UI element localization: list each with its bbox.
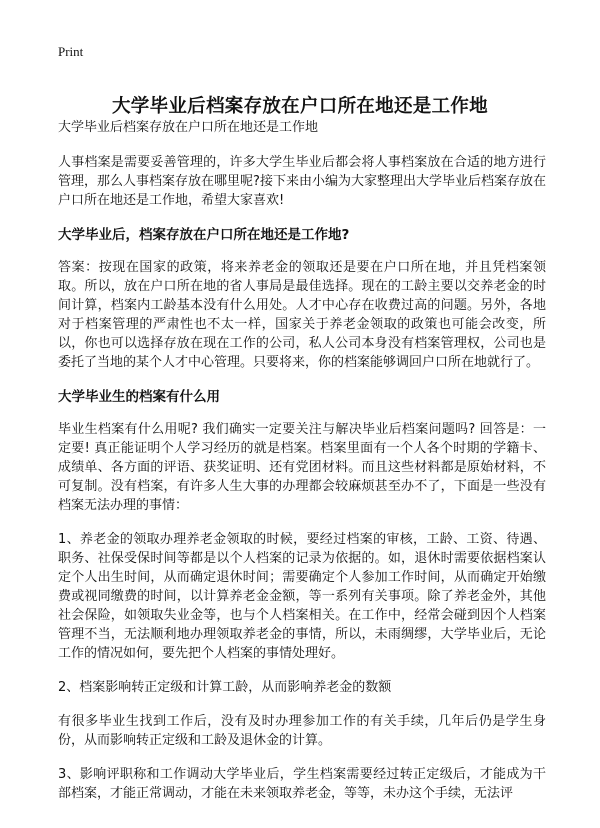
intro-paragraph: 人事档案是需要妥善管理的，许多大学生毕业后都会将人事档案放在合适的地方进行管理，那么人事档案存放在哪里呢?接下来由小编为大家整理出大学毕业后档案存放在户口所在地还是工作地，希望大家喜欢! <box>58 155 546 208</box>
list-item: 2、档案影响转正定级和计算工龄，从而影响养老金的数额 <box>58 680 392 695</box>
list-item: 1、养老金的领取办理养老金领取的时候，要经过档案的审核，工龄、工资、待遇、职务、社保受保时间等都是以个人档案的记录为依据的。如，退休时需要依据档案认定个人出生时间，从而确定退休时间；需要确定个人参加工作时间，从而确定开始缴费或视同缴费的时间，以计算养老金金额，等一系列有关事项。除了养老金外，其他社会保险，如领取失业金等，也与个人档案相关。在工作中，经常会碰到因个人档案管理不当，无法顺利地办理领取养老金的事情，所以，未雨绸缪，大学毕业后，无论工作的情况如何，要先把个人档案的事情处理好。 <box>58 532 546 661</box>
article-subtitle: 大学毕业后档案存放在户口所在地还是工作地 <box>58 120 319 135</box>
section-heading: 大学毕业后，档案存放在户口所在地还是工作地? <box>58 227 350 243</box>
page-title: 大学毕业后档案存放在户口所在地还是工作地 <box>111 96 488 118</box>
print-link[interactable]: Print <box>58 44 84 59</box>
list-item: 有很多毕业生找到工作后，没有及时办理参加工作的有关手续，几年后仍是学生身份，从而影响转正定级和工龄及退休金的计算。 <box>58 714 546 748</box>
list-item: 3、影响评职称和工作调动大学毕业后，学生档案需要经过转正定级后，才能成为干部档案，才能正常调动，才能在未来领取养老金，等等，未办这个手续，无法评 <box>58 767 546 801</box>
section-paragraph: 答案：按现在国家的政策，将来养老金的领取还是要在户口所在地，并且凭档案领取。所以，放在户口所在地的省人事局是最佳选择。现在的工龄主要以交养老金的时间计算，档案内工龄基本没有什么用处。人才中心存在收费过高的问题。另外，各地对于档案管理的严肃性也不太一样，国家关于养老金领取的政策也可能会改变，所以，你也可以选择存放在现在工作的公司，私人公司本身没有档案管理权，公司也是委托了当地的某个人才中心管理。只要将来，你的档案能够调回户口所在地就行了。 <box>58 260 546 370</box>
section-paragraph: 毕业生档案有什么用呢? 我们确实一定要关注与解决毕业后档案问题吗? 回答是：一定要! 真正能证明个人学习经历的就是档案。档案里面有一个人各个时期的学籍卡、成绩单、各方面的评语、获奖证明、还有党团材料。而且这些材料都是原始材料，不可复制。没有档案，有许多人生大事的办理都会较麻烦甚至办不了，下面是一些没有档案无法办理的事情： <box>58 422 546 513</box>
article-body <box>58 118 546 818</box>
section-heading: 大学毕业生的档案有什么用 <box>58 389 220 405</box>
